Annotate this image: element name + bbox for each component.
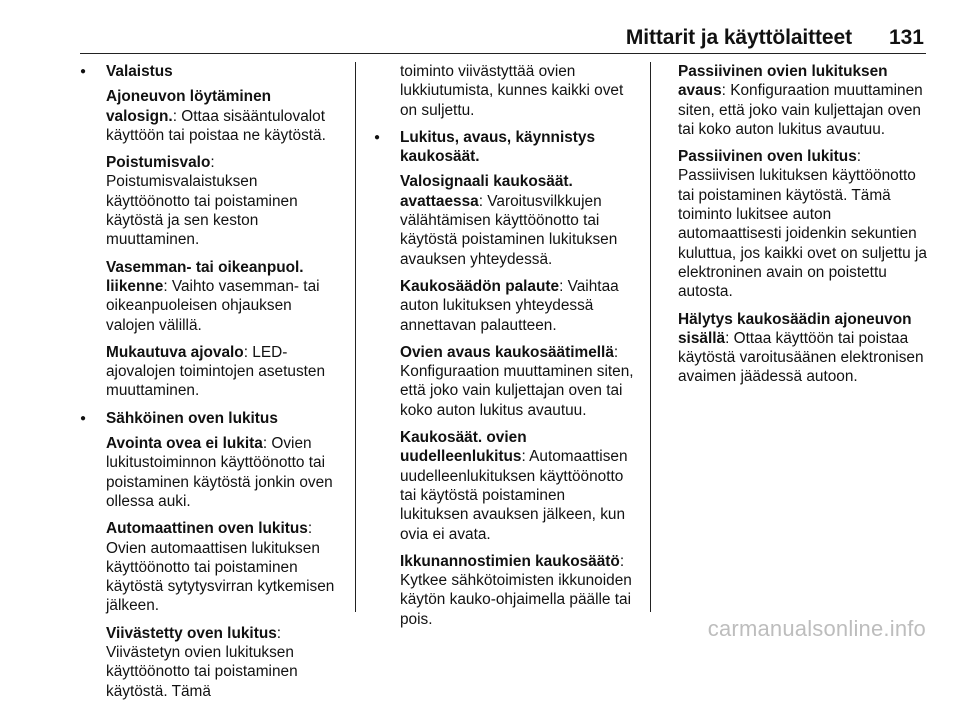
text-column-3 <box>678 62 930 395</box>
setting-term: Ikkunannostimien kaukosäätö <box>400 552 620 570</box>
setting-entry <box>80 519 342 615</box>
setting-description: : Passiivisen lukituksen käyttöönotto tai poistaminen käytöstä. Tämä toiminto lukitsee auton automaattisesti joidenkin sekuntien kuluttua, jos kaikki ovet on suljettu ja elektroninen avain on poistettu autosta. <box>678 148 927 301</box>
setting-term: Avointa ovea ei lukita <box>106 435 263 453</box>
setting-term: Kaukosäät. ovien uudelleenlukitus <box>400 429 527 466</box>
setting-term: Ajoneuvon löytäminen valosign. <box>106 88 272 125</box>
setting-term: Passiivinen oven lukitus <box>678 148 857 166</box>
setting-term: Valosignaali kaukosäät. avattaessa <box>400 173 573 210</box>
page-header <box>0 0 960 60</box>
setting-entry <box>678 147 930 301</box>
setting-term: Vasemman- tai oikeanpuol. liikenne <box>106 258 304 295</box>
page-number: 131 <box>888 26 924 49</box>
bullet-heading: ● Valaistus <box>80 62 342 81</box>
setting-description: : Konfiguraation muuttaminen siten, että joko vain kuljettajan oven tai koko auton lukitus avautuu. <box>400 343 634 419</box>
setting-term: Kaukosäädön palaute <box>400 277 560 295</box>
setting-entry <box>80 153 342 249</box>
setting-description: : Vaihto vasemman- tai oikeanpuoleisen ohjauksen valojen välillä. <box>106 277 320 334</box>
setting-description: : Varoitusvilkkujen välähtämisen käyttöönotto tai käytöstä poistaminen lukituksen avauksen yhteydessä. <box>400 192 618 268</box>
text-column-2 <box>374 62 636 637</box>
setting-entry <box>678 310 930 387</box>
setting-term: Mukautuva ajovalo <box>106 343 244 361</box>
column-divider-2 <box>650 62 651 612</box>
header-divider <box>80 53 926 54</box>
setting-entry <box>80 258 342 335</box>
setting-entry <box>374 62 636 120</box>
setting-description: : Ottaa sisääntulovalot käyttöön tai poistaa ne käytöstä. <box>106 107 326 144</box>
setting-description: toiminto viivästyttää ovien lukkiutumista, kunnes kaikki ovet on suljettu. <box>400 63 624 119</box>
column-divider-1 <box>355 62 356 612</box>
bullet-heading: ● Lukitus, avaus, käynnistys kaukosäät. <box>374 128 636 167</box>
setting-description: : Konfiguraation muuttaminen siten, että joko vain kuljettajan oven tai koko auton lukitus avautuu. <box>678 82 923 138</box>
setting-entry <box>374 343 636 420</box>
setting-entry <box>80 87 342 145</box>
setting-description: : Kytkee sähkötoimisten ikkunoiden käytön kauko-ohjaimella päälle tai pois. <box>400 552 632 628</box>
setting-entry <box>374 277 636 335</box>
setting-description: : Poistumisvalaistuksen käyttöönotto tai poistaminen käytöstä ja sen keston muuttaminen. <box>106 154 298 249</box>
bullet-heading: ● Sähköinen oven lukitus <box>80 409 342 428</box>
watermark: carmanualsonline.info <box>707 616 926 641</box>
setting-description: : Automaattisen uudelleenlukituksen käyttöönotto tai käytöstä poistaminen lukituksen avauksen jälkeen, kun ovia ei avata. <box>400 448 628 543</box>
setting-entry <box>80 624 342 701</box>
setting-term: Poistumisvalo <box>106 154 211 172</box>
setting-entry <box>80 343 342 401</box>
setting-description: : Viivästetyn ovien lukituksen käyttöönotto tai poistaminen käytöstä. Tämä <box>106 624 298 700</box>
setting-term: Viivästetty oven lukitus <box>106 624 277 642</box>
setting-description: : LED-ajovalojen toimintojen asetusten muuttaminen. <box>106 343 326 400</box>
setting-entry <box>374 172 636 268</box>
setting-term: Automaattinen oven lukitus <box>106 520 308 538</box>
setting-term: Ovien avaus kaukosäätimellä <box>400 343 614 361</box>
setting-term: Passiivinen ovien lukituksen avaus <box>678 63 888 100</box>
setting-entry <box>374 552 636 629</box>
setting-description: : Ottaa käyttöön tai poistaa käytöstä varoitusäänen elektronisen avaimen jäädessä autoon. <box>678 329 924 386</box>
setting-term: Hälytys kaukosäädin ajoneuvon sisällä <box>678 310 912 347</box>
section-title: Mittarit ja käyttölaitteet <box>625 26 852 49</box>
setting-entry <box>374 428 636 544</box>
setting-entry <box>80 434 342 511</box>
setting-description: : Ovien automaattisen lukituksen käyttöönotto tai poistaminen käytöstä sytytysvirran kytkemisen jälkeen. <box>106 520 335 615</box>
setting-entry <box>678 62 930 139</box>
setting-description: : Vaihtaa auton lukituksen yhteydessä annettavan palautteen. <box>400 277 619 334</box>
setting-description: : Ovien lukitustoiminnon käyttöönotto tai poistaminen käytöstä jonkin oven ollessa auki. <box>106 435 333 510</box>
text-column-1 <box>80 62 342 709</box>
